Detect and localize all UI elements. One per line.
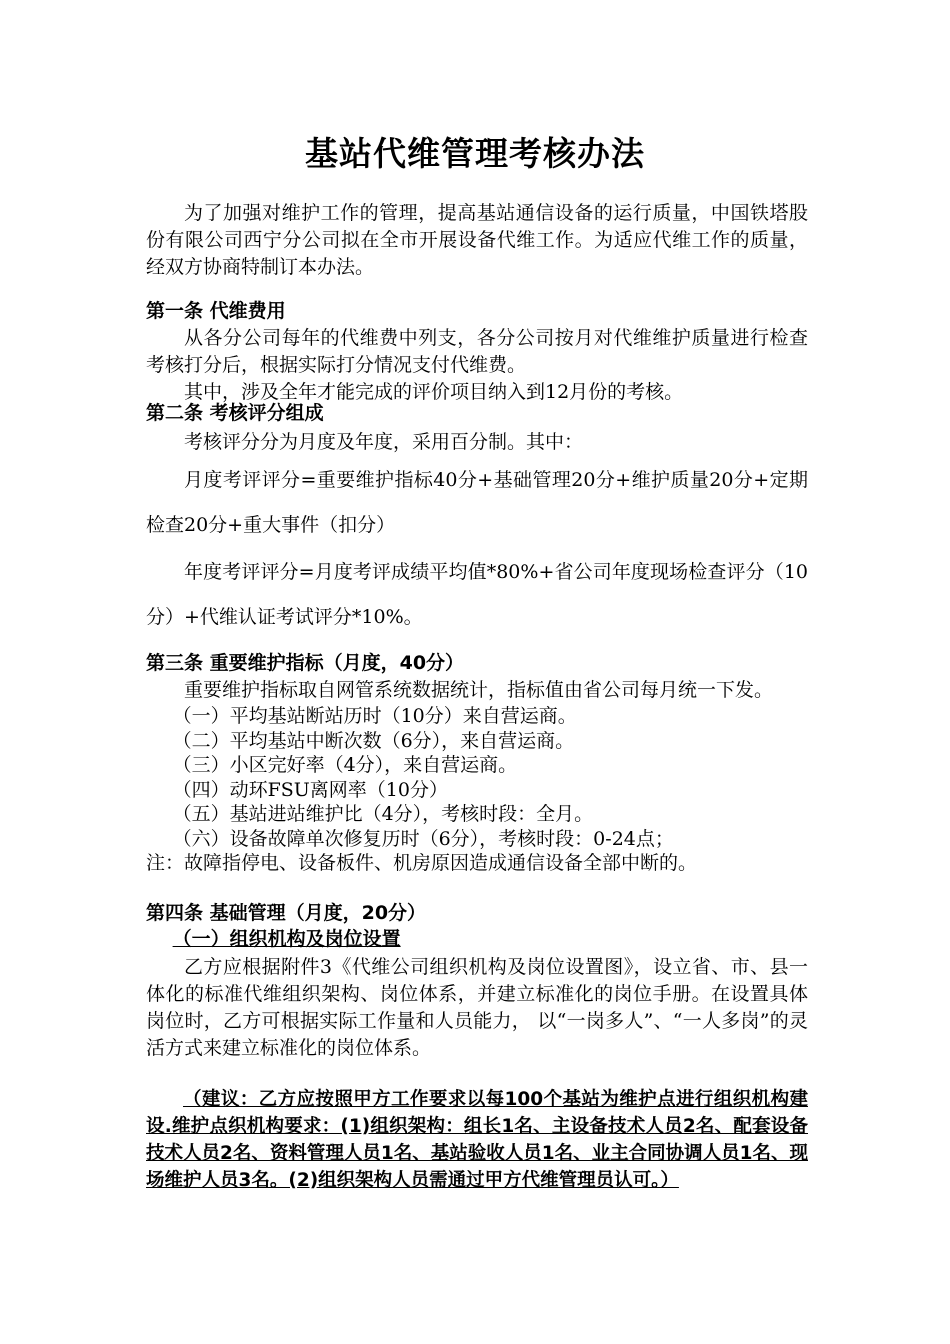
article-4: [146, 900, 808, 1194]
article-4-subheading-1: [146, 927, 808, 952]
article-4-subheading-1-text: （一）组织机构及岗位设置: [172, 928, 401, 950]
list-item: （六）设备故障单次修复历时（6分），考核时段：0-24点；: [172, 827, 674, 850]
article-4-para-1: 乙方应根据附件3《代维公司组织机构及岗位设置图》，设立省、市、县一体化的标准代维组织架构、岗位体系，并建立标准化的岗位手册。在设置具体岗位时，乙方可根据实际工作量和人员能力， 以“一岗多人”、“一人多岗”的灵活方式来建立标准化的岗位体系。: [146, 955, 808, 1059]
intro-paragraph: 为了加强对维护工作的管理，提高基站通信设备的运行质量，中国铁塔股份有限公司西宁分公司拟在全市开展设备代维工作。为适应代维工作的质量，经双方协商特制订本办法。: [146, 202, 808, 278]
article-3: [146, 650, 808, 876]
monthly-score-formula: 月度考评评分=重要维护指标40分+基础管理20分+维护质量20分+定期检查20分+重大事件（扣分）: [146, 469, 808, 536]
article-3-para-1: 重要维护指标取自网管系统数据统计，指标值由省公司每月统一下发。: [184, 679, 774, 701]
list-item: （三）小区完好率（4分），来自营运商。: [172, 754, 518, 776]
list-item: （四）动环FSU离网率（10分）: [172, 778, 448, 801]
annual-score-formula: 年度考评评分=月度考评成绩平均值*80%+省公司年度现场检查评分（10分）+代维认证考试评分*10%。: [146, 561, 808, 628]
article-2-para-1: 考核评分分为月度及年度，采用百分制。其中：: [184, 431, 584, 453]
article-3-heading: 第三条 重要维护指标（月度，40分）: [146, 652, 465, 674]
article-2-heading: 第二条 考核评分组成: [146, 402, 324, 424]
intro-section: [146, 200, 808, 281]
article-1-para-2: 其中，涉及全年才能完成的评价项目纳入到12月份的考核。: [184, 381, 684, 403]
article-1: [146, 298, 808, 406]
article-2: [146, 400, 808, 640]
article-1-heading: 第一条 代维费用: [146, 300, 286, 322]
list-item: （五）基站进站维护比（4分），考核时段：全月。: [172, 803, 594, 825]
article-1-para-1: 从各分公司每年的代维费中列支，各分公司按月对代维维护质量进行检查考核打分后，根据实际打分情况支付代维费。: [146, 327, 808, 376]
list-item: （二）平均基站中断次数（6分），来自营运商。: [172, 729, 575, 752]
article-4-heading: 第四条 基础管理（月度，20分）: [146, 902, 427, 924]
document-title: 基站代维管理考核办法: [305, 134, 645, 173]
article-3-note: 注：故障指停电、设备板件、机房原因造成通信设备全部中断的。: [146, 852, 698, 874]
proposal-paragraph: （建议：乙方应按照甲方工作要求以每100个基站为维护点进行组织机构建设.维护点织机构要求：(1)组织架构：组长1名、主设备技术人员2名、配套设备技术人员2名、资料管理人员1名、基站验收人员1名、业主合同协调人员1名、现场维护人员3名。(2)组织架构人员需通过甲方代维管理员认可。）: [146, 1088, 808, 1191]
list-item: （一）平均基站断站历时（10分）来自营运商。: [172, 705, 577, 727]
